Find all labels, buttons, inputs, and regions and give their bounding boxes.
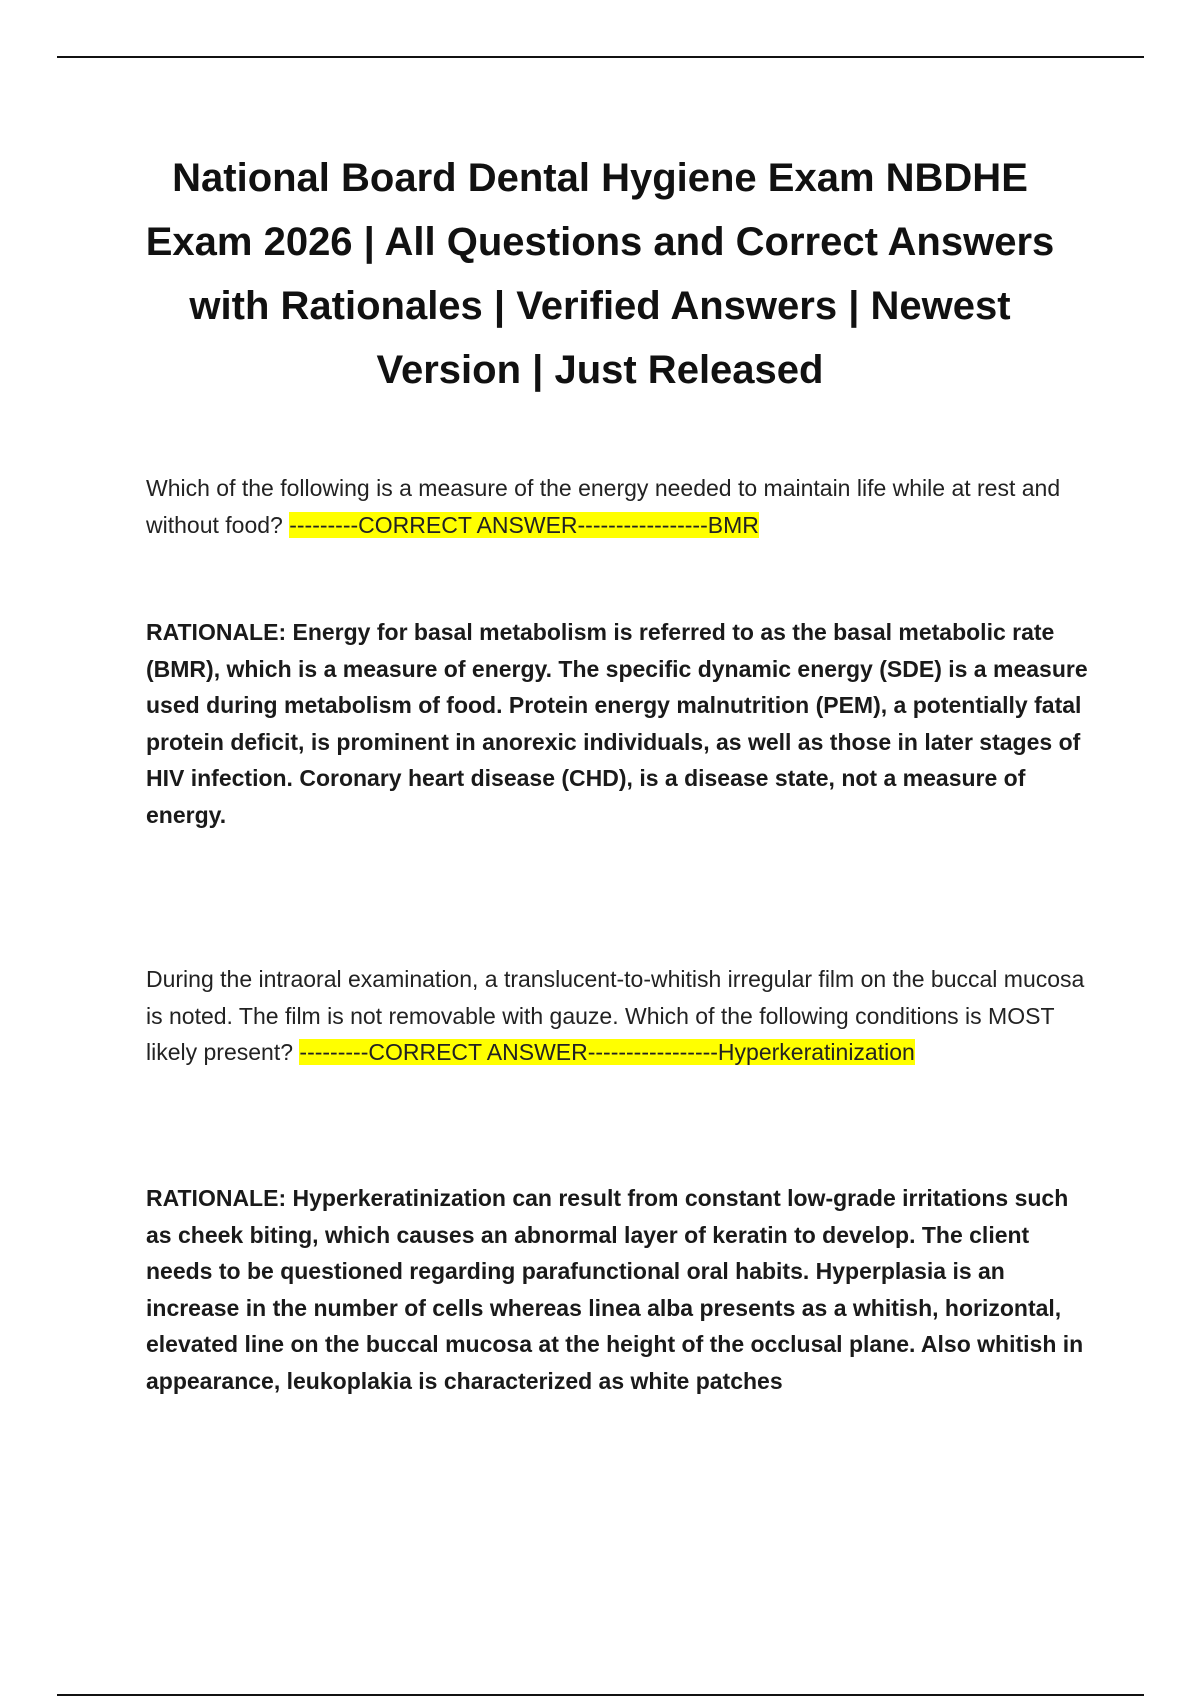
footer-rule xyxy=(57,1694,1144,1696)
rationale-1: RATIONALE: Energy for basal metabolism is referred to as the basal metabolic rate (BMR), which is a measure of energy. The specific dynamic energy (SDE) is a measure used during metabolism of food. Protein energy malnutrition (PEM), a potentially fatal protein deficit, is prominent in anorexic individuals, as well as those in later stages of HIV infection. Coronary heart disease (CHD), is a disease state, not a measure of energy. xyxy=(146,619,1088,828)
document-title: National Board Dental Hygiene Exam NBDHE Exam 2026 | All Questions and Correct Answers with Rationales | Verified Answers | Newest Version | Just Released xyxy=(145,156,1055,392)
question-2-text: During the intraoral examination, a translucent-to-whitish irregular film on the buccal mucosa is noted. The film is not removable with gauze. Which of the following conditions is MOST likely present? xyxy=(146,966,1085,1065)
rationale-2: RATIONALE: Hyperkeratinization can result from constant low-grade irritations such as cheek biting, which causes an abnormal layer of keratin to develop. The client needs to be questioned regarding parafunctional oral habits. Hyperplasia is an increase in the number of cells whereas linea alba presents as a whitish, horizontal, elevated line on the buccal mucosa at the height of the occlusal plane. Also whitish in appearance, leukoplakia is characterized as white patches xyxy=(146,1185,1084,1394)
question-2 xyxy=(146,961,1096,1071)
correct-answer-2: ---------CORRECT ANSWER-----------------Hyperkeratinization xyxy=(299,1039,915,1065)
correct-answer-1: ---------CORRECT ANSWER-----------------BMR xyxy=(289,511,759,538)
header-rule xyxy=(57,56,1144,58)
question-1-text: Which of the following is a measure of the energy needed to maintain life while at rest and without food? xyxy=(146,475,1061,538)
question-1 xyxy=(146,470,1096,543)
